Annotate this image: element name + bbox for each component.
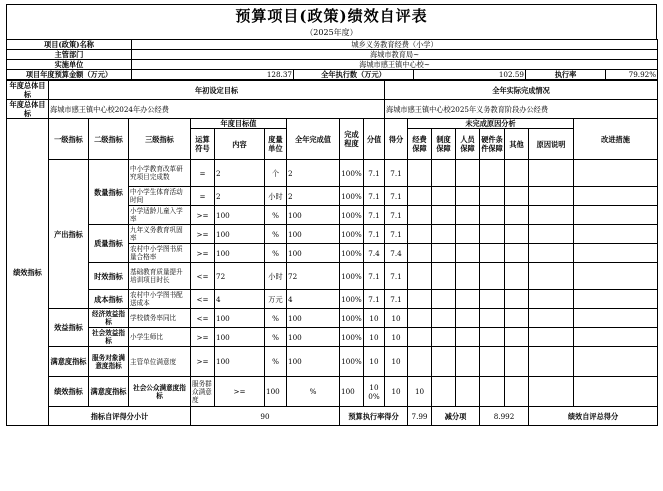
indicator-op: <= [191, 290, 215, 309]
indicator-name: 农村中小学图书配送成本 [129, 290, 191, 309]
perf-main-label: 绩效指标 [7, 119, 49, 426]
indicator-degree: 100% [340, 225, 364, 244]
overall-goal-label-2: 年度总体目标 [7, 100, 49, 119]
subtotal-value: 90 [191, 407, 340, 426]
indicator-unit: % [265, 206, 287, 225]
indicator-score: 10 [364, 347, 385, 377]
indicator-got: 10 [385, 347, 408, 377]
group-satis: 满意度指标 [49, 347, 89, 377]
exec-value: 102.59 [414, 70, 526, 80]
indicator-degree: 100% [340, 187, 364, 206]
indicator-content: 100 [265, 377, 287, 407]
indicator-actual: 100 [287, 206, 340, 225]
unit-header: 度量单位 [265, 129, 287, 160]
exec-label: 全年执行数（万元） [294, 70, 414, 80]
content-header: 内容 [215, 129, 265, 160]
indicator-degree: 100% [340, 328, 364, 347]
indicator-content: 100 [215, 225, 265, 244]
indicator-content: 72 [215, 263, 265, 290]
indicator-name: 中小学教育改革研究项目完成数 [129, 160, 191, 187]
reason-hardware-header: 硬件条件保障 [480, 129, 505, 160]
indicator-got: 7.1 [385, 263, 408, 290]
initial-goal-text: 海城市感王镇中心校2024年办公经费 [49, 100, 385, 119]
indicator-degree: 100% [340, 309, 364, 328]
rate-label: 执行率 [526, 70, 606, 80]
rate-value: 79.92% [606, 70, 658, 80]
indicator-content: 2 [215, 160, 265, 187]
budget-score-label: 预算执行率得分 [340, 407, 408, 426]
indicator-actual: 2 [287, 187, 340, 206]
indicator-actual: 100 [287, 244, 340, 263]
group-output: 产出指标 [49, 160, 89, 309]
group-qty: 数量指标 [89, 160, 129, 225]
got-header: 得分 [385, 119, 408, 160]
fix-header: 改进措施 [574, 119, 658, 160]
lvl3-header: 三级指标 [129, 119, 191, 160]
indicator-unit: 小时 [265, 263, 287, 290]
indicator-score: 10 [364, 309, 385, 328]
reason-other-header: 其他 [505, 129, 529, 160]
indicator-score: 7.1 [364, 160, 385, 187]
group-cost: 成本指标 [89, 290, 129, 309]
indicator-got: 10 [385, 309, 408, 328]
dept-label: 主管部门 [7, 50, 132, 60]
indicator-got: 7.1 [385, 206, 408, 225]
indicator-name: 主管单位满意度 [129, 347, 191, 377]
indicator-score: 10 [385, 377, 408, 407]
indicator-name: 小学适龄儿童入学率 [129, 206, 191, 225]
indicator-degree: 100% [340, 347, 364, 377]
indicator-score: 7.1 [364, 263, 385, 290]
indicator-actual: 100 [287, 347, 340, 377]
indicator-op: = [191, 160, 215, 187]
indicator-content: 100 [215, 309, 265, 328]
indicator-actual: 100 [340, 377, 364, 407]
initial-goal-label: 年初设定目标 [49, 81, 385, 100]
indicator-op: >= [191, 347, 215, 377]
indicator-name: 小学生师比 [129, 328, 191, 347]
reason-system-header: 制度保障 [432, 129, 456, 160]
indicator-degree: 100% [364, 377, 385, 407]
indicator-unit: 万元 [265, 290, 287, 309]
indicator-op: >= [191, 244, 215, 263]
evaluation-sheet [6, 4, 657, 426]
indicator-degree: 100% [340, 290, 364, 309]
degree-header: 完成程度 [340, 119, 364, 160]
indicator-content: 2 [215, 187, 265, 206]
indicator-content: 100 [215, 347, 265, 377]
target-group-header: 年度目标值 [191, 119, 287, 129]
indicator-degree: 100% [340, 244, 364, 263]
indicator-op: <= [191, 309, 215, 328]
page-subtitle: （2025年度） [6, 27, 657, 39]
indicator-got: 10 [408, 377, 432, 407]
indicator-actual: 100 [287, 328, 340, 347]
indicator-got: 7.4 [385, 244, 408, 263]
indicator-got: 7.1 [385, 160, 408, 187]
indicator-actual: 72 [287, 263, 340, 290]
indicator-score: 7.1 [364, 206, 385, 225]
indicator-score: 7.4 [364, 244, 385, 263]
indicator-actual: 100 [287, 309, 340, 328]
indicator-name: 中小学生体育活动时间 [129, 187, 191, 206]
indicator-name: 学校债务率同比 [129, 309, 191, 328]
budget-score-value: 7.99 [408, 407, 432, 426]
indicator-unit: % [265, 225, 287, 244]
indicator-op: >= [191, 225, 215, 244]
lvl2-header: 二级指标 [89, 119, 129, 160]
indicator-unit: 小时 [265, 187, 287, 206]
actual-goal-label: 全年实际完成情况 [385, 81, 658, 100]
indicator-content: 4 [215, 290, 265, 309]
group-satis-2: 满意度指标 [89, 377, 129, 407]
budget-label: 项目年度预算金额（万元） [7, 70, 132, 80]
indicator-degree: 100% [340, 206, 364, 225]
actual-header: 全年完成值 [287, 119, 340, 160]
indicator-op: = [191, 187, 215, 206]
total-label: 绩效自评总得分 [529, 407, 658, 426]
indicator-score: 7.1 [364, 187, 385, 206]
indicator-table [6, 80, 658, 426]
indicator-name: 农村中小学图书质量合格率 [129, 244, 191, 263]
indicator-got: 10 [385, 328, 408, 347]
indicator-op: <= [191, 263, 215, 290]
group-time: 时效指标 [89, 263, 129, 290]
unit-label: 实施单位 [7, 60, 132, 70]
indicator-actual: 2 [287, 160, 340, 187]
indicator-op: >= [191, 328, 215, 347]
indicator-op: >= [215, 377, 265, 407]
reason-note-header: 原因说明 [529, 129, 574, 160]
indicator-unit: % [287, 377, 340, 407]
reason-group-header: 未完成原因分析 [408, 119, 574, 129]
page-title: 预算项目(政策)绩效自评表 [6, 4, 657, 27]
deduct-value: 8.992 [480, 407, 529, 426]
group-benefit: 效益指标 [49, 309, 89, 347]
indicator-degree: 100% [340, 263, 364, 290]
overall-goal-label: 年度总体目标 [7, 81, 49, 100]
budget-value: 128.37 [132, 70, 294, 80]
deduct-label: 减分项 [432, 407, 480, 426]
score-header: 分值 [364, 119, 385, 160]
indicator-got: 7.1 [385, 225, 408, 244]
indicator-name: 基础教育质量提升培训项目时长 [129, 263, 191, 290]
reason-staff-header: 人员保障 [456, 129, 480, 160]
indicator-actual: 100 [287, 225, 340, 244]
perf-second-label: 绩效指标 [49, 377, 89, 407]
indicator-content: 100 [215, 328, 265, 347]
indicator-score: 10 [364, 328, 385, 347]
indicator-content: 100 [215, 206, 265, 225]
op-header: 运算符号 [191, 129, 215, 160]
group-service: 服务对象满意度指标 [89, 347, 129, 377]
subtotal-label: 指标自评得分小计 [49, 407, 191, 426]
lvl1-header: 一级指标 [49, 119, 89, 160]
group-quality: 质量指标 [89, 225, 129, 263]
group-social: 社会效益指标 [89, 328, 129, 347]
dept-value: 海城市教育局~ [132, 50, 658, 60]
indicator-got: 7.1 [385, 187, 408, 206]
indicator-actual: 4 [287, 290, 340, 309]
indicator-unit: % [265, 309, 287, 328]
project-name-value: 城乡义务教育经费（小学） [132, 40, 658, 50]
reason-fund-header: 经费保障 [408, 129, 432, 160]
indicator-got: 7.1 [385, 290, 408, 309]
indicator-unit: % [265, 328, 287, 347]
group-econ: 经济效益指标 [89, 309, 129, 328]
indicator-score: 7.1 [364, 225, 385, 244]
indicator-op: >= [191, 206, 215, 225]
indicator-degree: 100% [340, 160, 364, 187]
indicator-name: 九年义务教育巩固率 [129, 225, 191, 244]
actual-goal-text: 海城市感王镇中心校2025年义务教育阶段办公经费 [385, 100, 658, 119]
indicator-unit: % [265, 347, 287, 377]
indicator-unit: % [265, 244, 287, 263]
project-name-label: 项目(政策)名称 [7, 40, 132, 50]
indicator-content: 100 [215, 244, 265, 263]
group-public: 社会公众满意度指标 [129, 377, 191, 407]
indicator-name: 服务群众满意度 [191, 377, 215, 407]
unit-value: 海城市感王镇中心校~ [132, 60, 658, 70]
indicator-unit: 个 [265, 160, 287, 187]
indicator-score: 7.1 [364, 290, 385, 309]
info-table [6, 39, 658, 80]
